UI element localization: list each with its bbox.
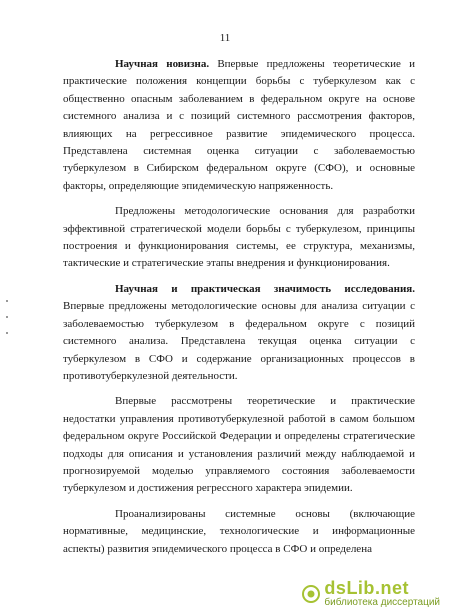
- paragraph-text: Впервые предложены теоретические и практические положения концепции борьбы с туберкулезом как с общественно опасным заболеванием в федеральном округе на основе системного анализа и с позиций системного рассмотрения факторов, влияющих на регрессивное развитие эпидемического процесса. Представлена системная оценка ситуации с заболеваемостью туберкулезом в Сибирском федеральном округе (СФО), и основные факторы, определяющие эпидемическую напряженность.: [63, 58, 416, 192]
- paragraph-text: Предложены методологические основания для разработки эффективной стратегической модели борьбы с туберкулезом, принципы построения и функционирования системы, ее структура, механизмы, тактические и стратегические этапы внедрения и функционирования.: [63, 205, 415, 270]
- paragraph-text: Впервые предложены методологические основы для анализа ситуации с заболеваемостью туберкулезом в федеральном округе с позиций системного анализа. Представлена текущая оценка ситуации с туберкулезом в СФО и содержание организационных процессов в противотуберкулезной деятельности.: [63, 300, 415, 382]
- ds-logo-icon: [302, 585, 320, 603]
- page-number: 11: [219, 32, 231, 44]
- watermark-brand: [324, 579, 440, 597]
- paragraph-methodology: [63, 203, 415, 273]
- paragraph-text: Впервые рассмотрены теоретические и практические недостатки управления противотуберкулезной работой в самом большом федеральном округе Российской Федерации и определены стратегические подходы для описания и установления различий между наблюдаемой и прогнозируемой моделью управляемого состояния заболеваемости туберкулезом и достижения регрессного характера эпидемии.: [63, 395, 415, 495]
- brand-net: net: [380, 578, 409, 598]
- paragraph-heading: Научная и практическая значимость исследования.: [115, 282, 415, 295]
- document-body: [63, 56, 415, 566]
- paragraph-significance: [63, 281, 415, 385]
- watermark-subtitle: библиотека диссертаций: [324, 597, 440, 608]
- brand-ds: ds: [324, 578, 347, 598]
- scan-dot: [6, 332, 8, 334]
- brand-dot: .: [374, 578, 381, 598]
- scan-dot: [6, 316, 8, 318]
- paragraph-novelty: [63, 56, 415, 195]
- paragraph-heading: Научная новизна.: [115, 58, 210, 70]
- paragraph-text: Проанализированы системные основы (включающие нормативные, медицинские, технологические и информационные аспекты) развития эпидемического процесса в СФО и определена: [63, 507, 415, 555]
- scan-dot: [6, 300, 8, 302]
- paragraph-shortcomings: [63, 393, 415, 497]
- watermark-text: [324, 579, 440, 608]
- watermark: [302, 579, 440, 608]
- scan-margin-marks: [4, 300, 12, 348]
- paragraph-analysis: [63, 506, 415, 558]
- brand-lib: Lib: [346, 578, 375, 598]
